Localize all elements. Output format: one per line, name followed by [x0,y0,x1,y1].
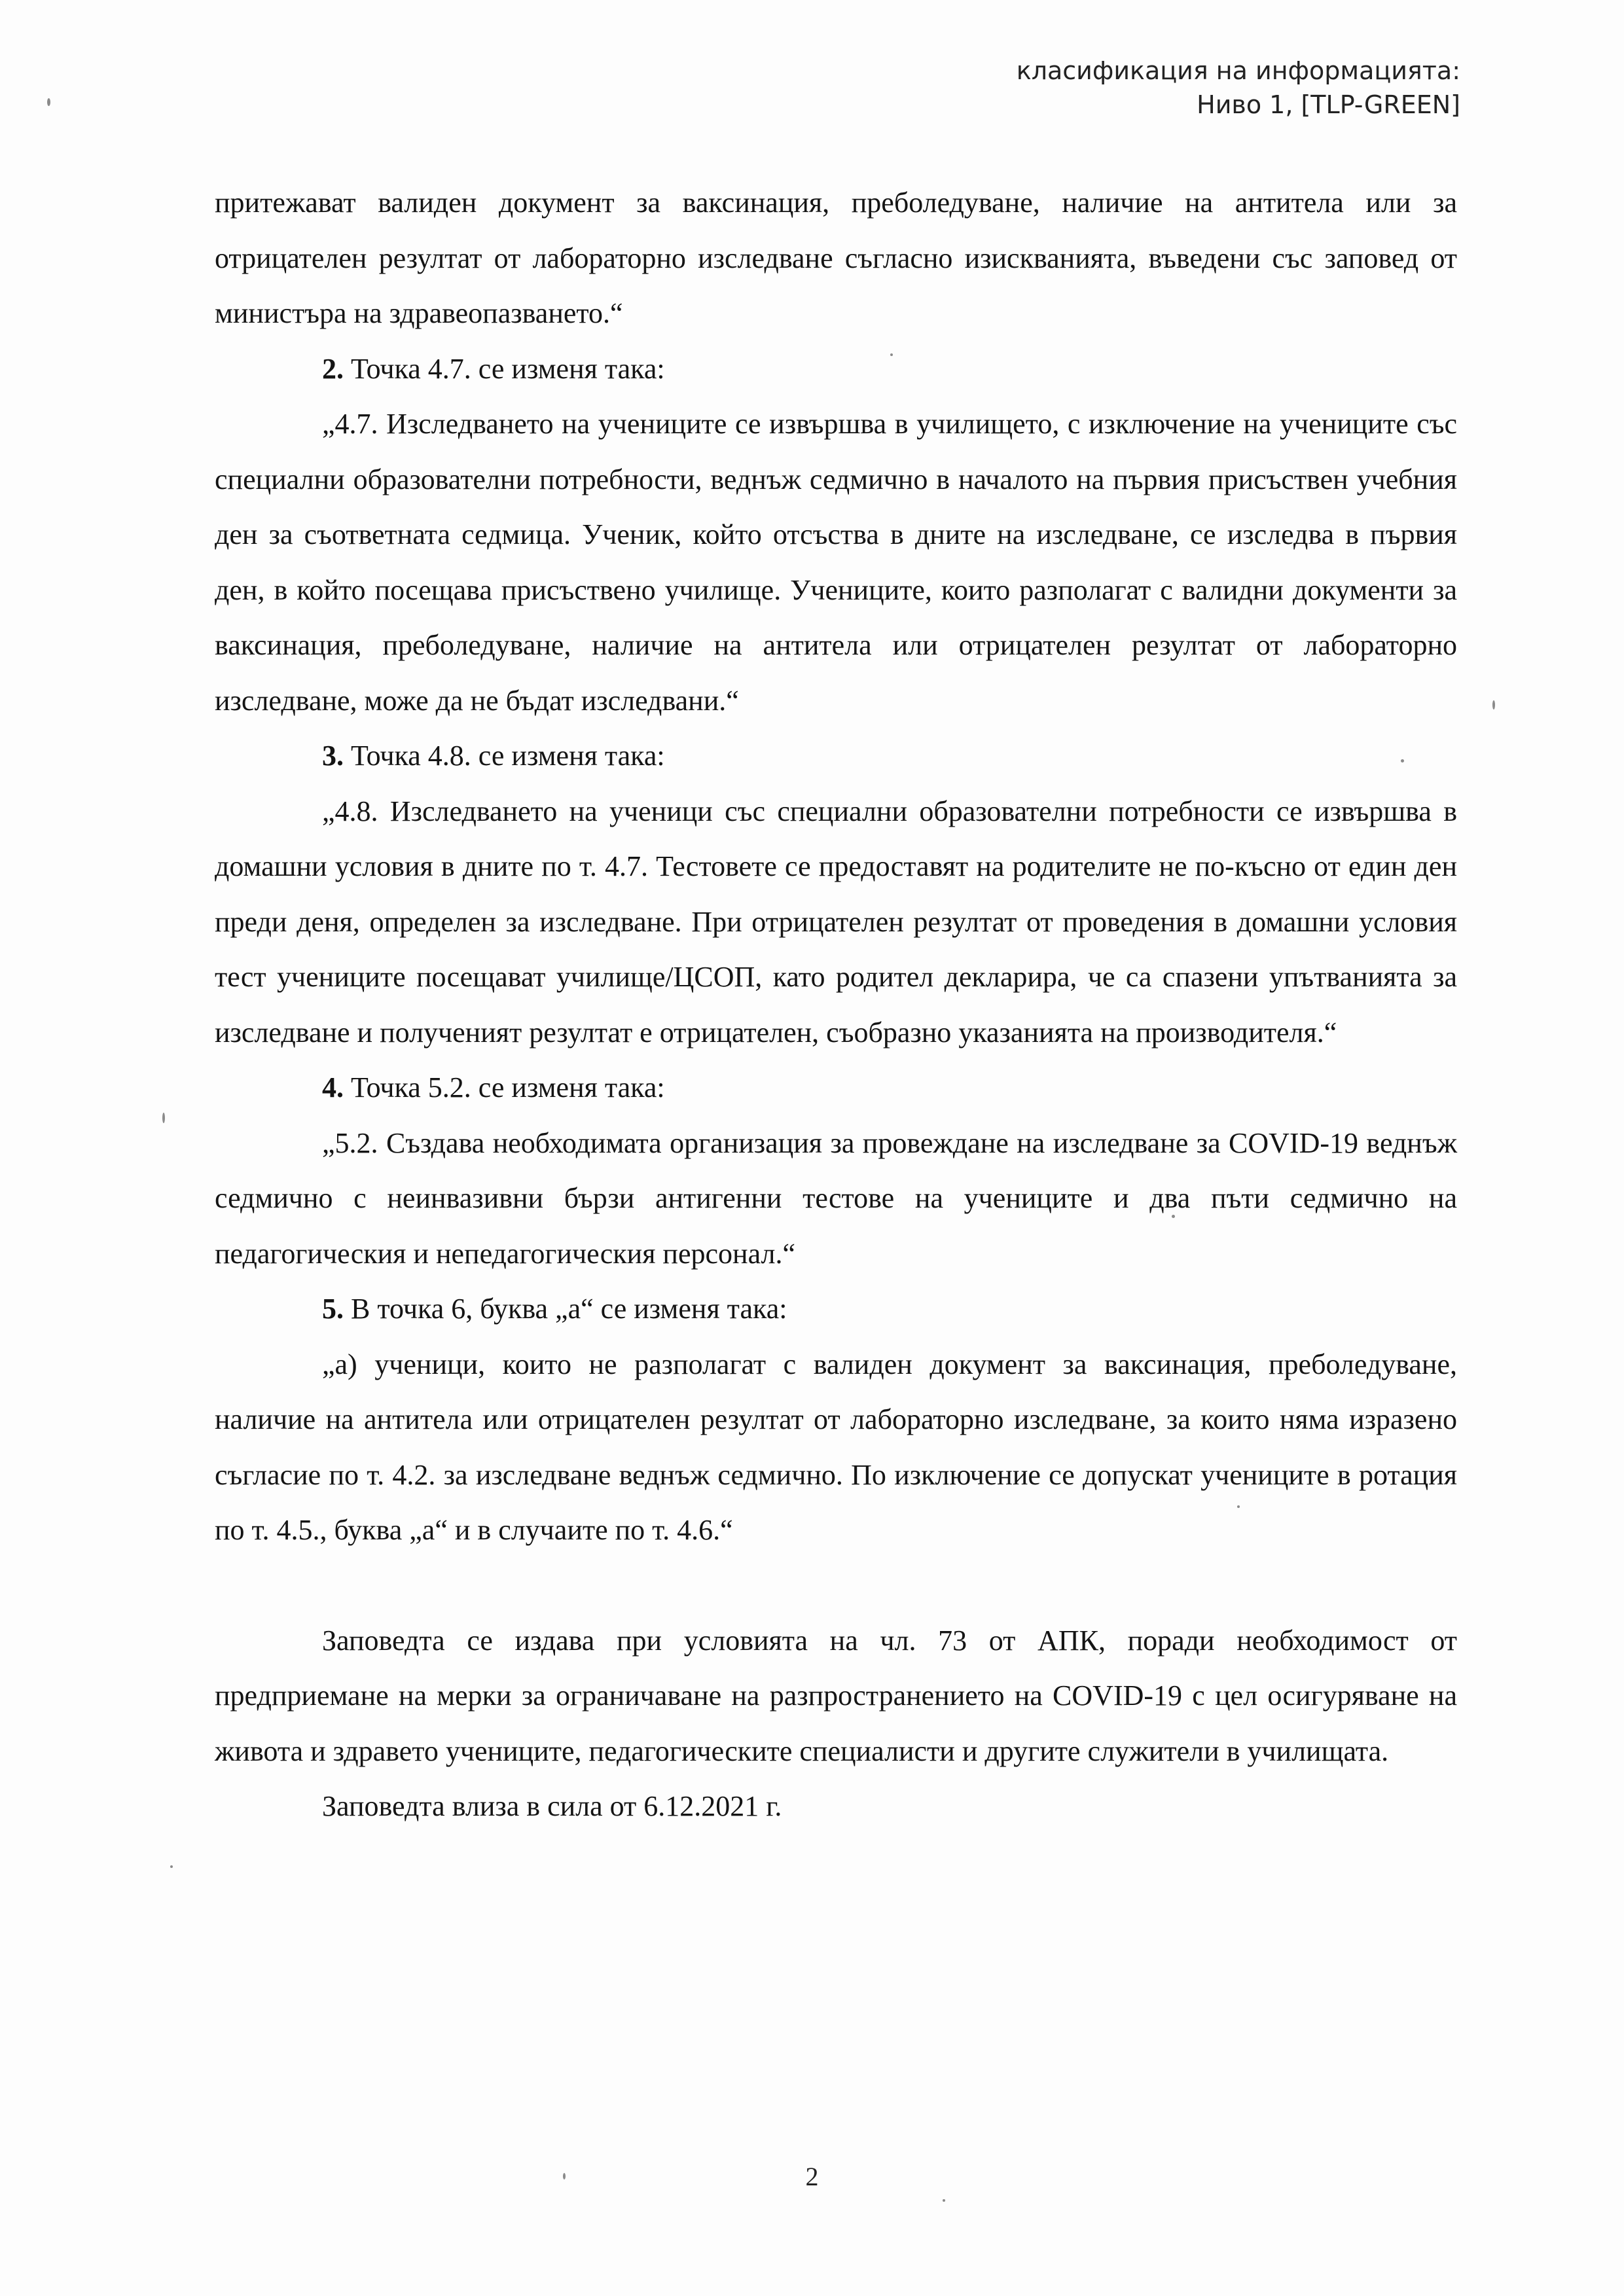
scan-speck [162,1113,165,1123]
scan-speck [1401,759,1404,762]
item-heading-2 [215,342,1457,397]
classification-label: класификация на информацията: [1016,56,1460,85]
scan-speck [47,98,50,106]
scan-speck [890,353,893,356]
item-heading-5 [215,1282,1457,1337]
item-number: 4. [322,1071,344,1103]
item-heading-text: Точка 5.2. се изменя така: [344,1071,665,1103]
item-heading-text: Точка 4.8. се изменя така: [344,740,665,772]
paragraph-6a: „а) ученици, които не разполагат с валиден документ за ваксинация, преболедуване, наличие на антитела или отрицателен резултат от лабораторно изследване, за които няма изразено съгласие по т. 4.2. за изследване веднъж седмично. По изключение се допускат учениците в ротация по т. 4.5., буква „а“ и в случаите по т. 4.6.“ [215,1348,1457,1546]
scan-speck [563,2173,566,2179]
scan-speck [943,2199,945,2202]
page-number: 2 [805,2162,819,2191]
item-heading-text: Точка 4.7. се изменя така: [344,352,665,385]
paragraph-4-8: „4.8. Изследването на ученици със специални образователни потребности се извършва в домашни условия в дните по т. 4.7. Тестовете се предоставят на родителите не по-късно от един ден преди деня, определен за изследване. При отрицателен резултат от проведения в домашни условия тест учениците посещават училище/ЦСОП, като родител декларира, че са спазени упътванията за изследване и полученият резултат е отрицателен, съобразно указанията на производителя.“ [215,795,1457,1049]
scan-speck [170,1865,173,1868]
paragraph-effective-date: Заповедта влиза в сила от 6.12.2021 г. [322,1790,782,1822]
item-heading-4 [215,1060,1457,1116]
item-number: 3. [322,740,344,772]
paragraph-5-2: „5.2. Създава необходимата организация за провеждане на изследване за COVID-19 веднъж седмично с неинвазивни бързи антигенни тестове на учениците и два пъти седмично на педагогическия и непедагогическия персонал.“ [215,1126,1457,1270]
paragraph-continuation: притежават валиден документ за ваксинация, преболедуване, наличие на антитела или за отрицателен резултат от лабораторно изследване съгласно изискванията, въведени със заповед от министъра на здравеопазването.“ [215,187,1457,329]
scan-speck [1172,1215,1175,1218]
classification-header [1017,54,1460,122]
item-number: 5. [322,1293,344,1325]
scan-speck [1492,700,1495,709]
document-body [215,175,1457,1835]
scan-speck [1237,1505,1240,1508]
classification-level: Ниво 1, [TLP-GREEN] [1197,90,1460,119]
item-heading-text: В точка 6, буква „а“ се изменя така: [344,1293,787,1325]
item-number: 2. [322,352,344,385]
paragraph-4-7: „4.7. Изследването на учениците се извършва в училището, с изключение на учениците със специални образователни потребности, веднъж седмично в началото на първия присъствен учебния ден за съответната седмица. Ученик, който отсъства в дните на изследване, се изследва в първия ден, в който посещава присъствено училище. Учениците, които разполагат с валидни документи за ваксинация, преболедуване, наличие на антитела или отрицателен резултат от лабораторно изследване, може да не бъдат изследвани.“ [215,408,1457,717]
paragraph-legal-basis: Заповедта се издава при условията на чл. 73 от АПК, поради необходимост от предприемане на мерки за ограничаване на разпространението на COVID-19 с цел осигуряване на живота и здравето учениците, педагогическите специалисти и другите служители в училищата. [215,1624,1457,1767]
spacer [215,1558,1457,1613]
item-heading-3 [215,728,1457,784]
